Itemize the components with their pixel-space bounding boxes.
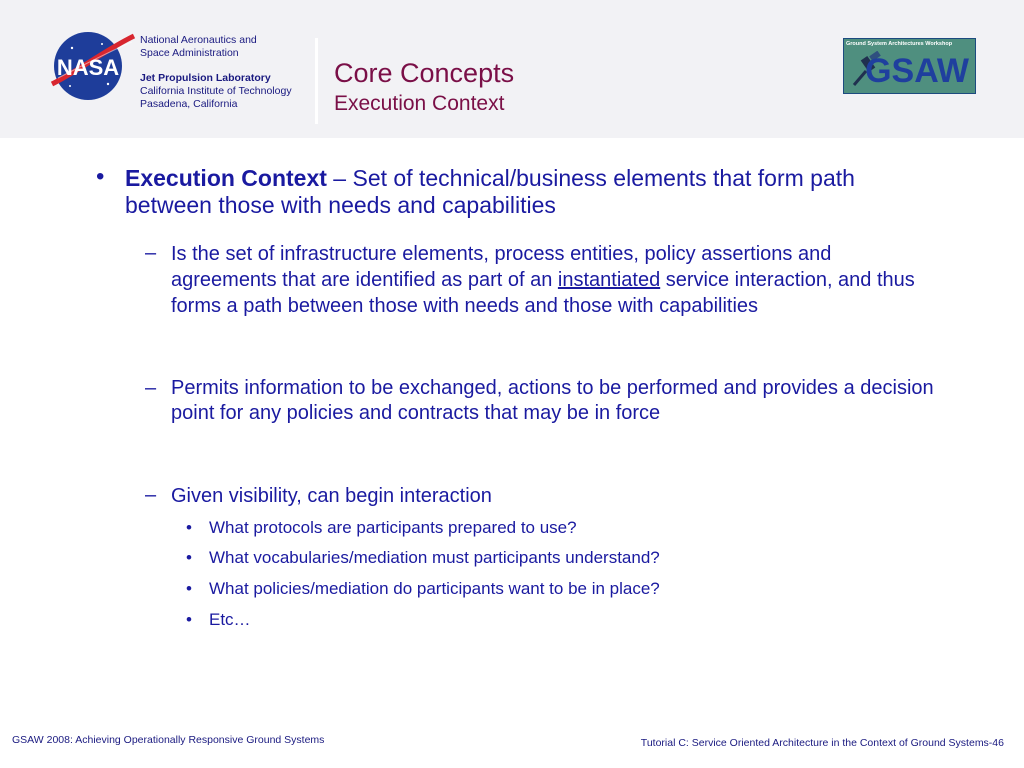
sub1-underlined: instantiated bbox=[557, 269, 661, 291]
org-line-2: Space Administration bbox=[140, 47, 239, 59]
lab-name: Jet Propulsion Laboratory bbox=[140, 72, 271, 84]
sub-dash-2: – bbox=[145, 377, 157, 399]
sub1-text-a: Is the set of infrastructure elements, process entities, policy assertions and agreements that are identified as part of an bbox=[171, 243, 832, 291]
main-bullet-text bbox=[125, 165, 925, 219]
item-bullet-icon: • bbox=[186, 548, 192, 567]
list-item: What policies/mediation do participants want to be in place? bbox=[209, 579, 660, 598]
sub-dash-1: – bbox=[145, 242, 157, 264]
lab-line-2: California Institute of Technology bbox=[140, 85, 292, 97]
item-bullet-icon: • bbox=[186, 610, 192, 629]
slide-subtitle: Execution Context bbox=[334, 92, 505, 115]
definition: – Set of technical/business elements that form path between those with needs and capabilities bbox=[125, 165, 855, 218]
sub-dash-3: – bbox=[145, 484, 157, 506]
main-bullet-icon: • bbox=[96, 163, 105, 190]
item-bullet-icon: • bbox=[186, 518, 192, 537]
lab-line-3: Pasadena, California bbox=[140, 98, 238, 110]
gsaw-wordmark: GSAW bbox=[865, 52, 969, 90]
slide-title: Core Concepts bbox=[334, 58, 515, 88]
list-item: What vocabularies/mediation must participants understand? bbox=[209, 548, 660, 567]
term: Execution Context bbox=[125, 165, 327, 191]
gsaw-caption: Ground System Architectures Workshop bbox=[846, 41, 953, 47]
footer-left: GSAW 2008: Achieving Operationally Responsive Ground Systems bbox=[12, 734, 325, 746]
list-item: Etc… bbox=[209, 610, 251, 629]
sub-bullet-1 bbox=[171, 241, 941, 319]
item-bullet-icon: • bbox=[186, 579, 192, 598]
svg-text:NASA: NASA bbox=[56, 55, 120, 80]
sub1-text-b: service interaction, and thus forms a path between those with needs and those with capabilities bbox=[171, 269, 915, 317]
sub-bullet-2: Permits information to be exchanged, actions to be performed and provides a decision point for any policies and contracts that may be in force bbox=[171, 377, 934, 424]
org-line-1: National Aeronautics and bbox=[140, 34, 257, 46]
sub-bullet-3: Given visibility, can begin interaction bbox=[171, 485, 492, 507]
footer-right: Tutorial C: Service Oriented Architecture in the Context of Ground Systems-46 bbox=[640, 737, 1004, 749]
list-item: What protocols are participants prepared to use? bbox=[209, 518, 577, 537]
